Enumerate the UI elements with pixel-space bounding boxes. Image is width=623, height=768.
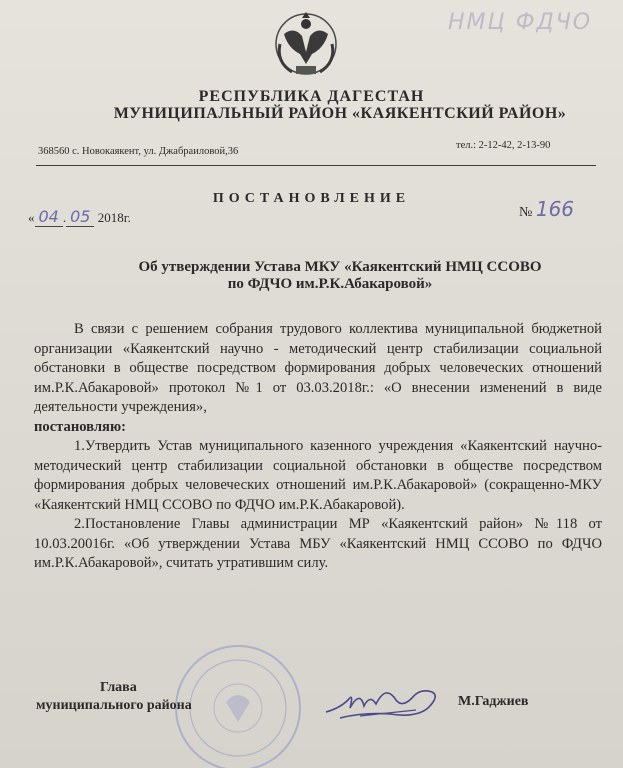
header-phones: тел.: 2-12-42, 2-13-90 — [456, 140, 551, 151]
body-item-1: 1.Утвердить Устав муниципального казенного учреждения «Каякентский научно-методический центр стабилизации социальной обстановки в обществе посредством формирования добрых человеческих отношений им.Р.К.Абакаровой» (сокращенно-МКУ «Каякентский НМЦ ССОВО по ФДЧО им.Р.К.Абакаровой). — [34, 438, 602, 513]
number-prefix: № — [519, 205, 533, 220]
signatory-role-line1: Глава — [100, 680, 137, 695]
handwritten-signature — [320, 678, 450, 726]
date-day: 04 — [35, 207, 63, 227]
decree-date — [28, 207, 131, 227]
handwritten-note: НМЦ ФДЧО — [448, 10, 593, 35]
body-resolve: постановляю: — [34, 418, 126, 435]
document-type-title: ПОСТАНОВЛЕНИЕ — [212, 191, 411, 206]
date-year: 2018г. — [97, 210, 131, 225]
date-quote: « — [28, 210, 35, 225]
date-separator: . — [62, 210, 67, 225]
signatory-name: М.Гаджиев — [458, 694, 529, 709]
decree-title-line2: по ФДЧО им.Р.К.Абакаровой» — [227, 276, 433, 292]
decree-body — [34, 320, 602, 574]
decree-number — [519, 197, 574, 221]
body-item-2: 2.Постановление Главы администрации МР «Каякентский район» №118 от 10.03.20016г. «Об утверждении Устава МБУ «Каякентский НМЦ ССОВО по ФДЧО им.Р.К.Абакаровой», считать утратившим силу. — [34, 516, 602, 571]
header-republic: РЕСПУБЛИКА ДАГЕСТАН — [198, 88, 425, 105]
decree-title-line1: Об утверждении Устава МКУ «Каякентский НМЦ ССОВО — [138, 259, 542, 275]
body-paragraph-preamble: В связи с решением собрания трудового коллектива муниципальной бюджетной организации «Каякентский научно - методический центр стабилизации социальной обстановки в обществе посредством формирования добрых человеческих отношений им.Р.К.Абакаровой» протокол №1 от 03.03.2018г.: «О внесении изменений в виде деятельности учреждения», — [34, 321, 602, 415]
header-divider — [36, 165, 596, 166]
date-month: 05 — [66, 207, 94, 227]
header-address: 368560 с. Новокаякент, ул. Джабраиловой,36 — [38, 146, 239, 157]
coat-of-arms-emblem — [266, 4, 346, 82]
number-value: 166 — [535, 197, 575, 221]
signatory-role-line2: муниципального района — [36, 698, 192, 713]
header-district: МУНИЦИПАЛЬНЫЙ РАЙОН «КАЯКЕНТСКИЙ РАЙОН» — [113, 105, 567, 122]
